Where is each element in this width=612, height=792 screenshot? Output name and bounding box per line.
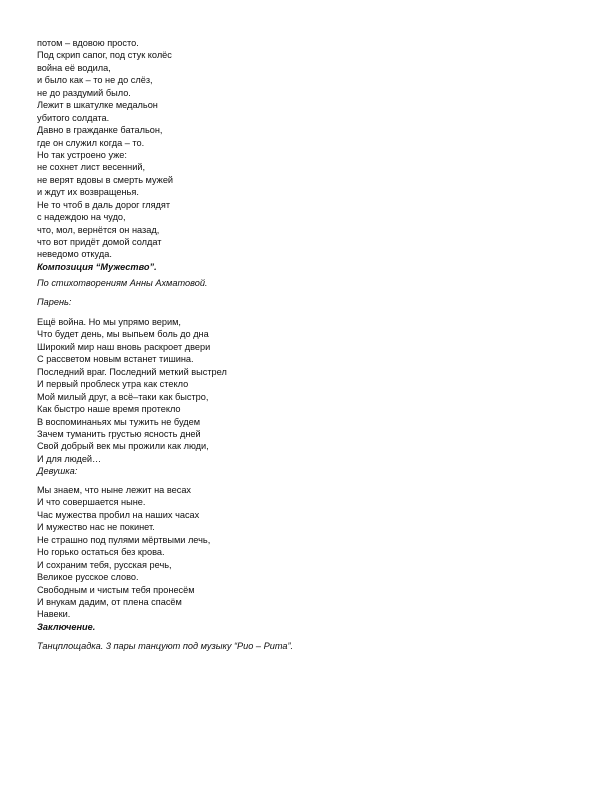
poem-line: Но так устроено уже: — [37, 149, 127, 160]
poem-line: и было как – то не до слёз, — [37, 75, 153, 86]
verse-line: И внукам дадим, от плена спасём — [37, 596, 182, 607]
composition-title: Композиция “Мужество”. — [37, 261, 157, 272]
poem-line: Давно в гражданке батальон, — [37, 125, 163, 136]
poem-line: Не то чтоб в даль дорог глядят — [37, 199, 171, 210]
poem-line: Лежит в шкатулке медальон — [37, 100, 158, 111]
conclusion-title: Заключение. — [37, 621, 96, 632]
verse2-block — [37, 484, 557, 633]
verse-line: Мы знаем, что ныне лежит на весах — [37, 485, 192, 495]
poem-line: убитого солдата. — [37, 112, 110, 123]
verse-line: Свой добрый век мы прожили как люди, — [37, 441, 209, 452]
poem-line: Под скрип сапог, под стук колёс — [37, 50, 172, 61]
poem-line: и ждут их возвращенья. — [37, 187, 139, 198]
verse-line: Час мужества пробил на наших часах — [37, 509, 200, 520]
composition-subtitle-block — [37, 277, 557, 289]
poem-line: неведомо откуда. — [37, 249, 112, 260]
poem-block — [37, 37, 557, 273]
speaker1-block — [37, 296, 557, 308]
verse-line: Свободным и чистым тебя пронесём — [37, 584, 195, 595]
poem-line: что вот придёт домой солдат — [37, 237, 162, 247]
poem-line: что, мол, вернётся он назад, — [37, 224, 160, 235]
verse-line: С рассветом новым встанет тишина. — [37, 354, 194, 365]
verse-line: Не страшно под пулями мёртвыми лечь, — [37, 534, 211, 545]
verse1-block — [37, 316, 557, 478]
conclusion-note: Танцплощадка. 3 пары танцуют под музыку “Рио – Рита”. — [37, 641, 294, 651]
verse-line: И что совершается ныне. — [37, 497, 146, 508]
verse-line: И мужество нас не покинет. — [37, 522, 155, 533]
verse-line: Мой милый друг, а всё–таки как быстро, — [37, 391, 209, 402]
verse-line: И для людей… — [37, 453, 102, 464]
verse-line: Что будет день, мы выпьем боль до дна — [37, 329, 209, 340]
speaker-label-girl: Девушка: — [37, 466, 78, 477]
verse-line: Широкий мир наш вновь раскроет двери — [37, 341, 211, 352]
verse-line: Последний враг. Последний меткий выстрел — [37, 366, 227, 377]
verse-line: Великое русское слово. — [37, 572, 139, 583]
poem-line: потом – вдовою просто. — [37, 38, 139, 48]
verse-line: Как быстро наше время протекло — [37, 404, 181, 415]
verse-line: В воспоминаньях мы тужить не будем — [37, 416, 201, 427]
composition-subtitle: По стихотворениям Анны Ахматовой. — [37, 278, 208, 288]
speaker-label-boy: Парень: — [37, 297, 72, 307]
verse-line: Но горько остаться без крова. — [37, 547, 165, 558]
verse-line: И сохраним тебя, русская речь, — [37, 559, 172, 570]
poem-line: не до раздумий было. — [37, 87, 131, 98]
conclusion-note-block — [37, 640, 557, 652]
verse-line: Навеки. — [37, 609, 71, 620]
poem-line: с надеждою на чудо, — [37, 212, 126, 223]
verse-line: И первый проблеск утра как стекло — [37, 379, 189, 390]
poem-line: не сохнет лист весенний, — [37, 162, 146, 173]
poem-line: война её водила, — [37, 62, 111, 73]
poem-line: не верят вдовы в смерть мужей — [37, 174, 174, 185]
verse-line: Ещё война. Но мы упрямо верим, — [37, 317, 181, 327]
verse-line: Зачем туманить грустью ясность дней — [37, 428, 201, 439]
poem-line: где он служил когда – то. — [37, 137, 145, 148]
